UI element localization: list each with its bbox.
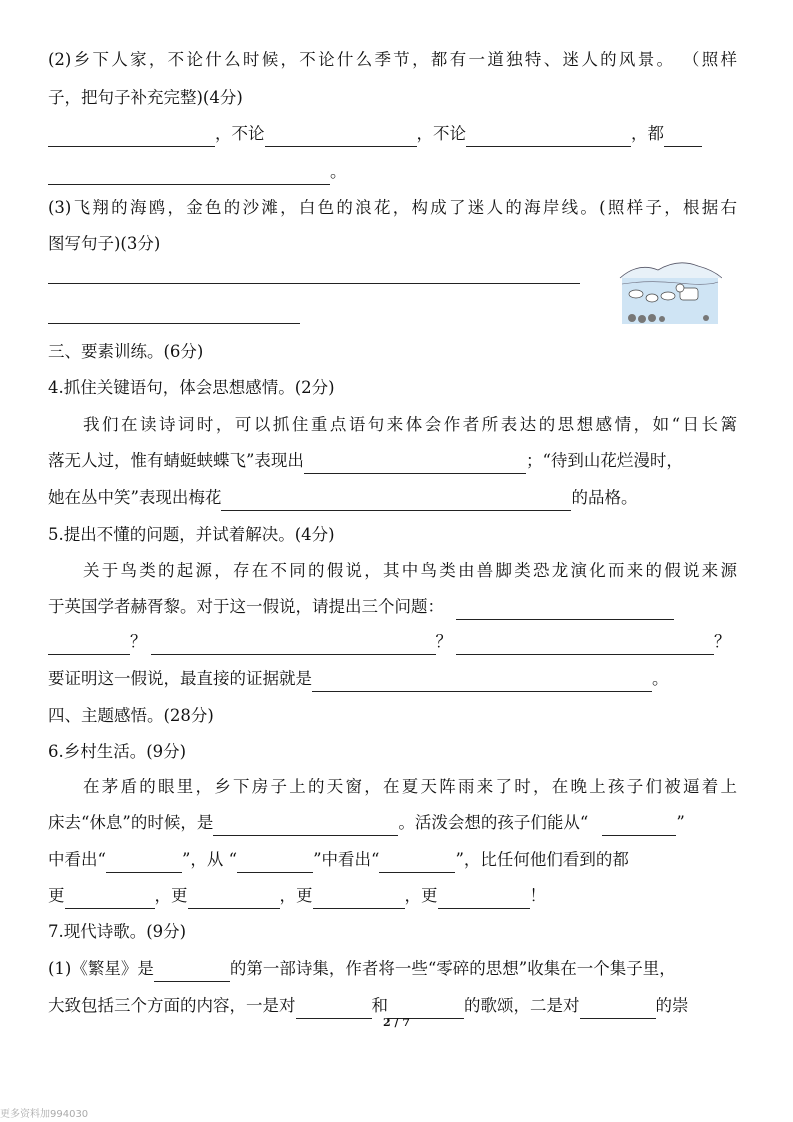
- text: 的第一部诗集，作者将一些“零碎的思想”收集在一个集子里，: [229, 959, 676, 978]
- q2-prompt-line1: (2)乡下人家，不论什么时候，不论什么季节，都有一道独特、迷人的风景。 （照样: [48, 50, 737, 69]
- text: ”中看出“: [313, 850, 380, 869]
- q7-title: 7.现代诗歌。(9分): [48, 922, 187, 941]
- text: ？: [130, 632, 147, 651]
- section-3-heading: 三、要素训练。(6分): [48, 342, 204, 361]
- answer-blank[interactable]: [213, 815, 398, 836]
- text: ，更: [154, 886, 188, 905]
- answer-blank[interactable]: [466, 126, 631, 147]
- answer-blank[interactable]: [312, 671, 652, 692]
- answer-blank[interactable]: [154, 961, 230, 982]
- answer-blank[interactable]: [48, 164, 330, 185]
- answer-blank[interactable]: [48, 634, 130, 655]
- q2-answer-line1: [48, 121, 737, 147]
- q4-text-line3: [48, 485, 737, 511]
- q6-text-line2: [48, 810, 737, 836]
- text: 。: [652, 669, 669, 688]
- answer-blank[interactable]: [379, 852, 455, 873]
- text: ，更: [404, 886, 438, 905]
- answer-blank[interactable]: [188, 888, 280, 909]
- q3-prompt-line1: (3)飞翔的海鸥，金色的沙滩，白色的浪花，构成了迷人的海岸线。(照样子，根据右: [48, 198, 737, 217]
- answer-blank[interactable]: [265, 126, 417, 147]
- answer-blank[interactable]: [106, 852, 182, 873]
- q5-text-line2: [48, 594, 737, 620]
- q2-answer-line2: [48, 159, 737, 185]
- text: 的歌颂，二是对: [464, 996, 580, 1015]
- text: ”，从 “: [181, 850, 238, 869]
- text: ；“待到山花烂漫时，: [525, 451, 683, 470]
- text: 她在丛中笑”表现出梅花: [48, 488, 222, 507]
- q6-text-line3: [48, 847, 737, 873]
- text: 和: [371, 996, 388, 1015]
- q5-title: 5.提出不懂的问题，并试着解决。(4分): [48, 525, 335, 544]
- answer-blank[interactable]: [237, 852, 313, 873]
- text: 的品格。: [571, 488, 638, 507]
- q3-answer-line[interactable]: [48, 323, 300, 324]
- answer-blank[interactable]: [438, 888, 530, 909]
- q4-text-line2: [48, 448, 737, 474]
- q5-questions-line: [48, 629, 737, 655]
- answer-blank[interactable]: [48, 126, 215, 147]
- text: ，更: [279, 886, 313, 905]
- q5-text-line1: 关于鸟类的起源，存在不同的假说，其中鸟类由兽脚类恐龙演化而来的假说来源: [83, 561, 737, 580]
- q7-text-line1: [48, 956, 737, 982]
- text: 于英国学者赫胥黎。对于这一假说，请提出三个问题：: [48, 597, 444, 616]
- answer-blank[interactable]: [151, 634, 436, 655]
- text: 。活泼会想的孩子们能从“: [398, 813, 589, 832]
- text: 的崇: [655, 996, 689, 1015]
- text: ，不论: [416, 124, 466, 143]
- answer-blank[interactable]: [221, 490, 571, 511]
- text: 要证明这一假说，最直接的证据就是: [48, 669, 312, 688]
- text: (1)《繁星》是: [48, 959, 154, 978]
- text: ？: [714, 632, 731, 651]
- q3-answer-line[interactable]: [48, 283, 580, 284]
- text: ，不论: [215, 124, 265, 143]
- q5-text-line4: [48, 666, 737, 692]
- answer-blank[interactable]: [304, 453, 526, 474]
- text: 大致包括三个方面的内容，一是对: [48, 996, 296, 1015]
- text: 床去“休息”的时候，是: [48, 813, 214, 832]
- q2-prompt-line2: 子，把句子补充完整)(4分): [48, 88, 243, 107]
- answer-blank[interactable]: [65, 888, 155, 909]
- seaside-illustration: [618, 256, 722, 326]
- text: 。: [330, 162, 347, 181]
- answer-blank[interactable]: [456, 599, 674, 620]
- text: ！: [529, 886, 546, 905]
- q4-title: 4.抓住关键语句，体会思想感情。(2分): [48, 378, 335, 397]
- q3-prompt-line2: 图写句子)(3分): [48, 234, 161, 253]
- text: ”，比任何他们看到的都: [455, 850, 629, 869]
- text: 中看出“: [48, 850, 106, 869]
- text: ”: [676, 813, 685, 832]
- footer-watermark: 更多资料加994030: [0, 1109, 89, 1120]
- q6-title: 6.乡村生活。(9分): [48, 742, 187, 761]
- answer-blank[interactable]: [602, 815, 676, 836]
- answer-blank[interactable]: [456, 634, 714, 655]
- text: ，都: [631, 124, 664, 143]
- q6-text-line1: 在茅盾的眼里，乡下房子上的天窗，在夏天阵雨来了时，在晚上孩子们被逼着上: [83, 777, 737, 796]
- q4-text-line1: 我们在读诗词时，可以抓住重点语句来体会作者所表达的思想感情，如“日长篱: [83, 415, 737, 434]
- answer-blank[interactable]: [664, 126, 702, 147]
- page-number: 2 / 7: [383, 1016, 410, 1029]
- text: 更: [48, 886, 65, 905]
- text: 落无人过，惟有蜻蜓蛱蝶飞”表现出: [48, 451, 304, 470]
- text: ？: [435, 632, 452, 651]
- q6-text-line4: [48, 883, 737, 909]
- answer-blank[interactable]: [313, 888, 405, 909]
- section-4-heading: 四、主题感悟。(28分): [48, 706, 214, 725]
